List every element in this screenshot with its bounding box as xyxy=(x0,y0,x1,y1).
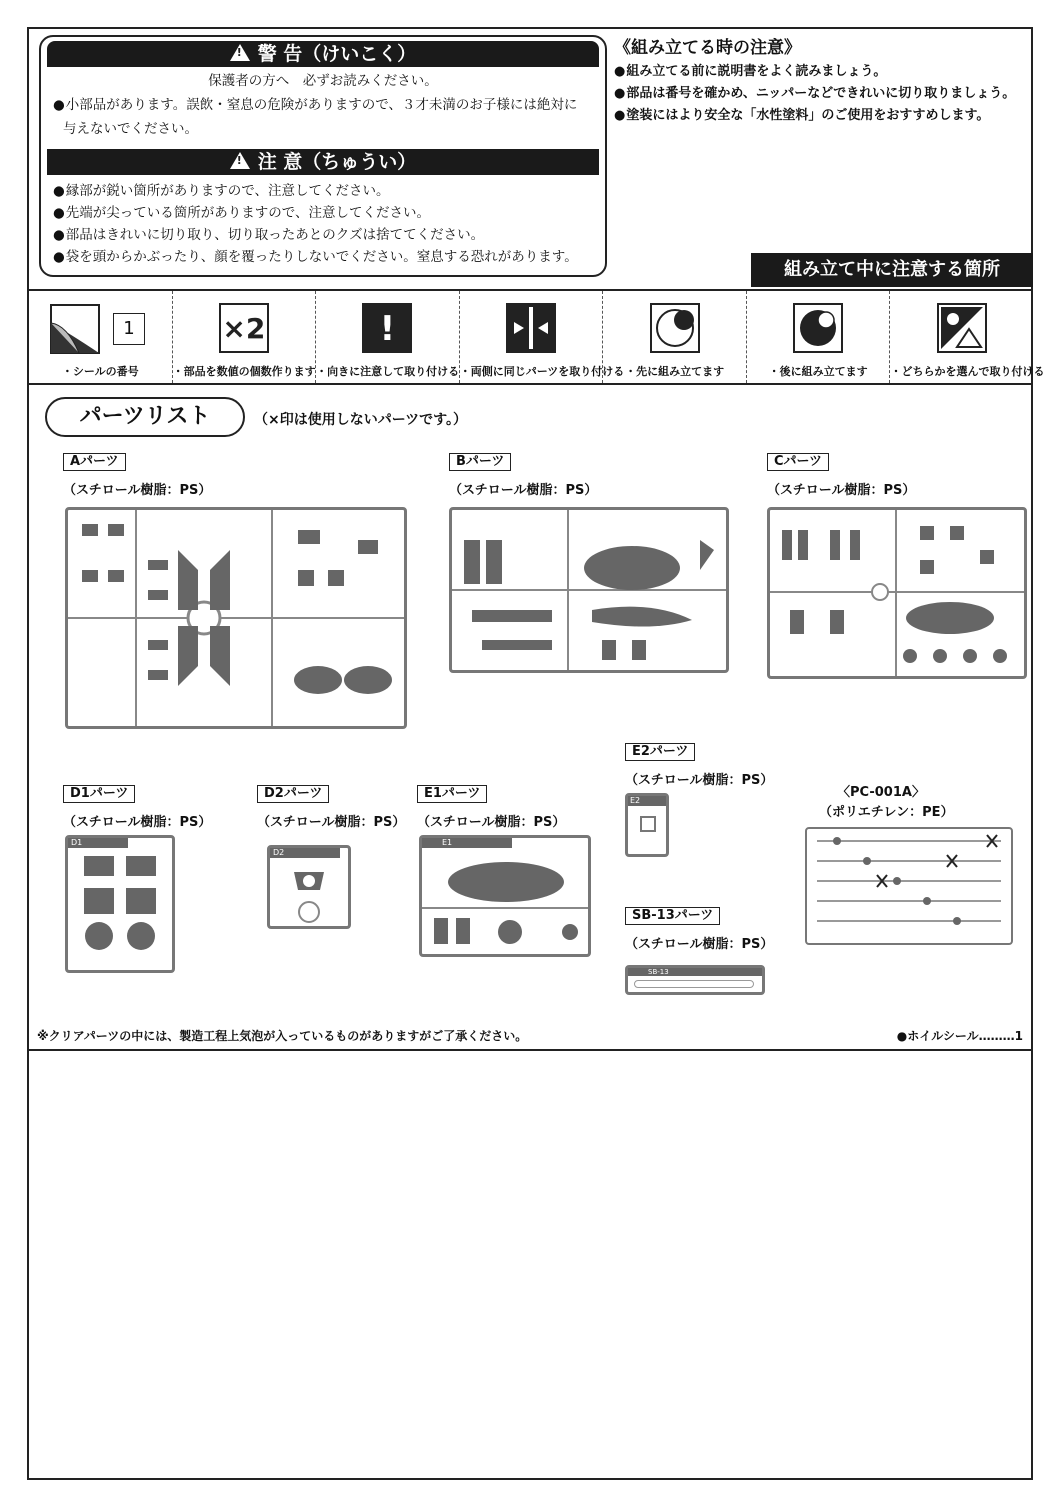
caution-item: ● 先端が尖っている箇所がありますので、注意してください。 xyxy=(53,205,603,221)
warning-guardian-line: 保護者の方へ 必ずお読みください。 xyxy=(208,73,438,89)
assembly-note: ● 塗装にはより安全な「水性塗料」のご使用をおすすめします。 xyxy=(614,105,1029,127)
runner-a-parts xyxy=(68,510,404,726)
symbol-sticker-number xyxy=(29,291,173,383)
group-tag-d1: D1パーツ xyxy=(63,785,135,803)
runner-sb13: SB-13 xyxy=(625,965,765,995)
runner-e2: E2 xyxy=(625,793,669,857)
symbol-label: ・先に組み立てます xyxy=(625,365,725,378)
group-tag-sb13: SB-13パーツ xyxy=(625,907,720,925)
symbol-assemble-first xyxy=(603,291,747,383)
both-sides-arrow-icon xyxy=(506,303,556,353)
assemble-later-icon xyxy=(793,303,843,353)
symbol-label: ・部品を数値の個数作ります xyxy=(172,365,316,378)
sticker-number-icon: 1 xyxy=(113,313,145,345)
symbol-label: ・どちらかを選んで取り付ける xyxy=(890,365,1045,378)
runner-c-parts xyxy=(770,510,1024,676)
assembly-notes-title: 《組み立てる時の注意》 xyxy=(614,38,801,58)
symbol-multiply xyxy=(173,291,317,383)
parts-list-title: パーツリスト xyxy=(45,397,245,437)
symbol-both-sides xyxy=(459,291,625,383)
group-material-a: （スチロール樹脂：PS） xyxy=(63,483,212,498)
symbol-orientation xyxy=(316,291,460,383)
group-material-d2: （スチロール樹脂：PS） xyxy=(257,815,406,830)
symbol-label: ・向きに注意して取り付ける xyxy=(316,365,460,378)
runner-b-parts xyxy=(452,510,726,670)
symbol-label: ・両側に同じパーツを取り付ける xyxy=(459,365,625,378)
symbol-choose-one xyxy=(890,291,1045,383)
symbol-label: ・後に組み立てます xyxy=(768,365,868,378)
group-material-c: （スチロール樹脂：PS） xyxy=(767,483,916,498)
parts-list-note: （×印は使用しないパーツです。） xyxy=(254,412,468,428)
assemble-first-icon xyxy=(650,303,700,353)
symbol-label: ・シールの番号 xyxy=(61,365,139,378)
caution-header: !注 意（ちゅうい） xyxy=(47,149,599,175)
foil-sticker-count: ●ホイルシール………1 xyxy=(896,1029,1023,1043)
clear-parts-footnote: ※クリアパーツの中には、製造工程上気泡が入っているものがありますがご了承ください。 xyxy=(37,1029,528,1043)
part-sb13-1 xyxy=(634,980,754,988)
symbol-assemble-later xyxy=(747,291,891,383)
group-tag-b: Bパーツ xyxy=(449,453,511,471)
group-tag-e1: E1パーツ xyxy=(417,785,487,803)
runner-pc xyxy=(805,827,1013,945)
runner-d1-parts xyxy=(68,838,172,970)
exclamation-icon: ! xyxy=(362,303,412,353)
section-divider xyxy=(29,1049,1033,1051)
runner-d2-parts xyxy=(270,848,348,926)
caution-item: ● 部品はきれいに切り取り、切り取ったあとのクズは捨ててください。 xyxy=(53,227,603,243)
caution-triangle-icon xyxy=(230,152,250,169)
instruction-page xyxy=(27,27,1045,1480)
group-tag-e2: E2パーツ xyxy=(625,743,695,761)
runner-c xyxy=(767,507,1027,679)
runner-e1: E1 xyxy=(419,835,591,957)
assembly-note: ● 組み立てる前に説明書をよく読みましょう。 xyxy=(614,61,1029,83)
runner-pc-parts xyxy=(807,829,1011,943)
warning-header: !警 告（けいこく） xyxy=(47,41,599,67)
runner-a xyxy=(65,507,407,729)
group-material-e2: （スチロール樹脂：PS） xyxy=(625,773,774,788)
group-material-e1: （スチロール樹脂：PS） xyxy=(417,815,566,830)
group-tag-d2: D2パーツ xyxy=(257,785,329,803)
attention-banner: 組み立て中に注意する箇所 xyxy=(751,253,1033,287)
caution-item: ● 袋を頭からかぶったり、顔を覆ったりしないでください。窒息する恐れがあります。 xyxy=(53,249,603,265)
assembly-notes xyxy=(614,35,1029,127)
warning-triangle-icon xyxy=(230,44,250,61)
group-tag-a: Aパーツ xyxy=(63,453,126,471)
group-tag-c: Cパーツ xyxy=(767,453,829,471)
group-material-d1: （スチロール樹脂：PS） xyxy=(63,815,212,830)
warning-small-parts-cont: 与えないでください。 xyxy=(63,121,198,137)
symbol-legend xyxy=(29,289,1045,385)
group-material-sb13: （スチロール樹脂：PS） xyxy=(625,937,774,952)
caution-item: ● 縁部が鋭い箇所がありますので、注意してください。 xyxy=(53,183,603,199)
warning-small-parts: ● 小部品があります。誤飲・窒息の危険がありますので、３才未満のお子様には絶対に xyxy=(53,97,603,113)
assembly-note: ● 部品は番号を確かめ、ニッパーなどできれいに切り取りましょう。 xyxy=(614,83,1029,105)
runner-b xyxy=(449,507,729,673)
sticker-peel-icon xyxy=(49,303,103,357)
runner-d1: D1 xyxy=(65,835,175,973)
group-material-b: （スチロール樹脂：PS） xyxy=(449,483,598,498)
runner-d2: D2 xyxy=(267,845,351,929)
runner-e1-parts xyxy=(422,838,588,954)
warning-box xyxy=(39,35,607,277)
choose-one-icon xyxy=(937,303,987,353)
part-e2-6 xyxy=(640,816,656,832)
group-material-pc: （ポリエチレン：PE） xyxy=(819,805,954,820)
group-tag-pc: 〈PC-001A〉 xyxy=(837,785,925,800)
multiply-count-icon: ×2 xyxy=(219,303,269,353)
